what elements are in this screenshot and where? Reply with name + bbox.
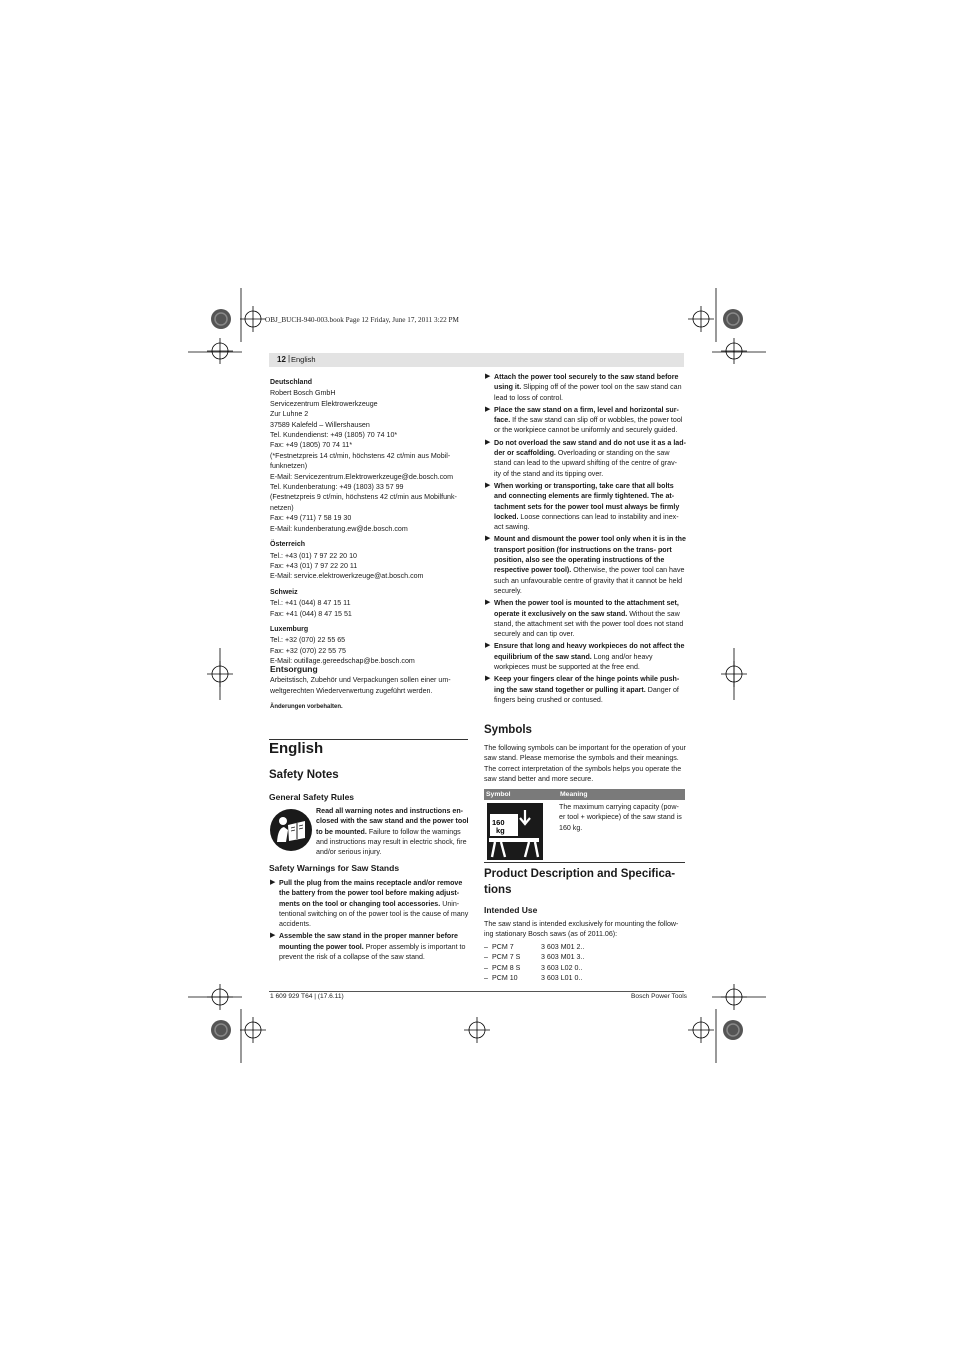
model-dash: – [484, 943, 488, 951]
model-name: PCM 10 [492, 973, 518, 982]
contact-line: Fax: +49 (1805) 70 74 11* [270, 441, 353, 450]
contact-line: E-Mail: service.elektrowerkzeuge@at.bosch.com [270, 572, 424, 581]
contact-line: Zur Luhne 2 [270, 410, 309, 419]
contact-country: Deutschland [270, 379, 313, 386]
warning-text: Unin- tentional switching on of the power tool is the cause of many accidents. [279, 899, 469, 929]
changes-reserved-note: Änderungen vorbehalten. [270, 704, 343, 711]
contact-line: Tel.: +41 (044) 8 47 15 11 [270, 599, 351, 608]
english-title: English [269, 740, 324, 757]
saw-model-row [484, 963, 684, 973]
safety-notes-heading: Safety Notes [269, 769, 339, 781]
load-capacity-meaning: The maximum carrying capacity (pow- er tool + workpiece) of the saw stand is 160 kg. [559, 803, 682, 832]
model-name: PCM 8 S [492, 963, 521, 972]
product-heading-line-2: tions [484, 884, 512, 896]
warning-text: Otherwise, the power tool can have such an unfavourable centre of gravity that it cannot be held securely. [494, 566, 685, 595]
warning-bold: Assemble the saw stand in the proper manner before mounting the power tool. [279, 932, 458, 951]
warning-item [485, 438, 686, 479]
contact-line: Tel. Kundendienst: +49 (1805) 70 74 10* [270, 431, 398, 440]
contact-line: (Festnetzpreis 9 ct/min, höchstens 42 ct/min aus Mobilfunk- [270, 493, 457, 502]
warning-item [485, 674, 686, 705]
contact-line: (*Festnetzpreis 14 ct/min, höchstens 42 ct/min aus Mobil- [270, 451, 451, 460]
general-safety-rules-heading: General Safety Rules [269, 792, 355, 802]
warning-item [485, 641, 686, 672]
model-number: 3 603 M01 2.. [541, 943, 585, 951]
footer-doc-number: 1 609 929 T64 | (17.6.11) [270, 993, 344, 1000]
saw-model-row [484, 942, 684, 952]
warning-item [485, 598, 686, 639]
model-dash: – [484, 963, 488, 972]
saw-stand-warnings-left [270, 878, 470, 964]
bullet-triangle-icon: ▶ [485, 438, 491, 446]
symbols-heading: Symbols [484, 724, 532, 736]
warning-text: Danger of fingers being crushed or contused. [494, 685, 679, 704]
warning-text: Slipping off of the power tool on the saw stand can lead to loss of control. [494, 383, 682, 402]
load-label-unit: kg [496, 826, 505, 835]
footer-brand: Bosch Power Tools [631, 993, 687, 1000]
warning-item [485, 534, 686, 596]
contact-line: 37589 Kalefeld – Willershausen [270, 420, 370, 429]
disposal-line-2: weltgerechten Wiederverwertung zugeführt werden. [270, 686, 433, 695]
warning-item [485, 405, 686, 436]
load-capacity-icon [487, 803, 543, 860]
product-heading-line-1: Product Description and Specifica- [484, 868, 676, 880]
product-heading [484, 866, 675, 898]
footer-rule [269, 991, 684, 992]
bullet-triangle-icon: ▶ [270, 932, 276, 940]
header-separator: | [288, 354, 291, 363]
intended-use-text: The saw stand is intended exclusively for mounting the follow- ing stationary Bosch saws (as of 2011.06): [484, 920, 679, 939]
disposal-heading: Entsorgung [270, 664, 318, 674]
bullet-triangle-icon: ▶ [270, 879, 276, 886]
general-safety-bold: Read all warning notes and instructions en- closed with the saw stand and the power tool to be mounted. [316, 807, 469, 836]
contact-line: netzen) [270, 503, 294, 512]
bullet-triangle-icon: ▶ [485, 373, 491, 380]
warning-bold: Place the saw stand on a firm, level and horizontal sur- face. [494, 405, 679, 425]
warning-bold: When the power tool is mounted to the attachment set, operate it exclusively on the saw stand. [494, 599, 679, 618]
saw-model-row [484, 952, 684, 962]
intended-use-heading: Intended Use [484, 905, 538, 915]
contact-line: Fax: +49 (711) 7 58 19 30 [270, 514, 352, 523]
warning-text: Overloading or standing on the saw stand can lead to the upward shifting of the centre of grav- ity of the stand and its tipping over. [494, 449, 677, 478]
page-header-bar [269, 353, 684, 367]
warning-text: If the saw stand can slip off or wobbles, the power tool or the workpiece cannot be uniformly and securely guided. [494, 416, 683, 435]
model-name: PCM 7 S [492, 953, 521, 962]
saw-model-row [484, 973, 684, 983]
symbols-table-header [484, 789, 685, 800]
contact-line: Fax: +32 (070) 22 55 75 [270, 646, 346, 655]
contact-line: E-Mail: outillage.gereedschap@be.bosch.com [270, 657, 415, 666]
warning-bold: Attach the power tool securely to the saw stand before using it. [494, 373, 679, 392]
warning-bold: Do not overload the saw stand and do not use it as a lad- der or scaffolding. [494, 438, 686, 458]
symbols-table [484, 789, 685, 800]
model-name: PCM 7 [492, 943, 514, 951]
contact-line: Fax: +41 (044) 8 47 15 51 [270, 609, 352, 618]
warning-text: Without the saw stand, the attachment set with the power tool does not stand securely and can tip over. [494, 609, 684, 639]
bullet-triangle-icon: ▶ [485, 675, 491, 683]
general-safety-rest: Failure to follow the warnings and instructions may result in electric shock, fire and/or serious injury. [316, 827, 467, 857]
contact-line: E-Mail: Servicezentrum.Elektrowerkzeuge@de.bosch.com [270, 472, 454, 481]
model-number: 3 603 L02 0.. [541, 963, 583, 972]
warning-bold: Keep your fingers clear of the hinge points while push- ing the saw stand together or pulling it apart. [494, 675, 680, 694]
warning-bold: Ensure that long and heavy workpieces do not affect the equilibrium of the saw stand. [494, 642, 685, 661]
header-language: English [291, 355, 316, 364]
contact-line: Servicezentrum Elektrowerkzeuge [270, 399, 378, 408]
contact-line: Robert Bosch GmbH [270, 389, 336, 398]
contact-country: Schweiz [270, 588, 298, 596]
warning-item [270, 878, 470, 929]
service-contacts [270, 372, 470, 667]
saw-models-list [484, 942, 684, 983]
contact-line: E-Mail: kundenberatung.ew@de.bosch.com [270, 524, 408, 533]
contact-country: Österreich [270, 541, 306, 549]
contact-country: Luxemburg [270, 625, 309, 633]
bullet-triangle-icon: ▶ [485, 642, 491, 650]
warning-bold: When working or transporting, take care that all bolts and connecting elements are firmly tightened. The at- tachment sets for the power tool must always be firmly locked. [494, 481, 680, 521]
bullet-triangle-icon: ▶ [485, 599, 491, 607]
contact-line: Tel.: +32 (070) 22 55 65 [270, 636, 346, 645]
warning-item [485, 481, 686, 532]
saw-stand-warnings-right [485, 372, 686, 707]
warning-bold: Mount and dismount the power tool only when it is in the transport position (for instructions on the trans- port position, also see the operating instructions of the respective power tool). [494, 535, 686, 575]
warning-text: Loose connections can lead to instability and inex- act sawing. [494, 512, 679, 532]
model-dash: – [484, 973, 488, 982]
disposal-section [270, 664, 470, 713]
warning-item [485, 372, 686, 403]
warning-text: Long and/or heavy workpieces must be supported at the free end. [494, 652, 653, 672]
col-symbol: Symbol [486, 790, 511, 798]
contact-line: funknetzen) [270, 462, 308, 471]
page-number: 12 [277, 355, 286, 364]
bullet-triangle-icon: ▶ [485, 481, 491, 489]
load-label-number: 160 [492, 818, 505, 827]
bullet-triangle-icon: ▶ [485, 535, 491, 543]
section-rule-product [484, 862, 685, 863]
warning-item [270, 931, 470, 962]
model-number: 3 603 L01 0.. [541, 973, 583, 982]
warning-text: Proper assembly is important to prevent the risk of a collapse of the saw stand. [279, 942, 466, 962]
bullet-triangle-icon: ▶ [485, 405, 491, 413]
contact-line: Tel. Kundenberatung: +49 (1803) 33 57 99 [270, 483, 404, 492]
col-meaning: Meaning [560, 790, 588, 798]
symbols-intro: The following symbols can be important for the operation of your saw stand. Please memorise the symbols and their meanings. The correct interpretation of the symbols helps you operate the saw stand better and more secure. [484, 744, 686, 783]
model-number: 3 603 M01 3.. [541, 953, 585, 962]
book-slug: OBJ_BUCH-940-003.book Page 12 Friday, June 17, 2011 3:22 PM [265, 316, 459, 324]
warning-bold: Pull the plug from the mains receptacle and/or remove the battery from the power tool before making adjust- ments on the tool or changing tool accessories. [279, 879, 463, 908]
disposal-line-1: Arbeitstisch, Zubehör und Verpackungen sollen einer um- [270, 676, 451, 685]
contact-line: Fax: +43 (01) 7 97 22 20 11 [270, 561, 358, 570]
read-manual-icon [269, 808, 313, 852]
contact-line: Tel.: +43 (01) 7 97 22 20 10 [270, 551, 357, 560]
model-dash: – [484, 953, 488, 962]
saw-stand-warnings-heading: Safety Warnings for Saw Stands [269, 863, 400, 873]
general-safety-text [316, 806, 470, 857]
